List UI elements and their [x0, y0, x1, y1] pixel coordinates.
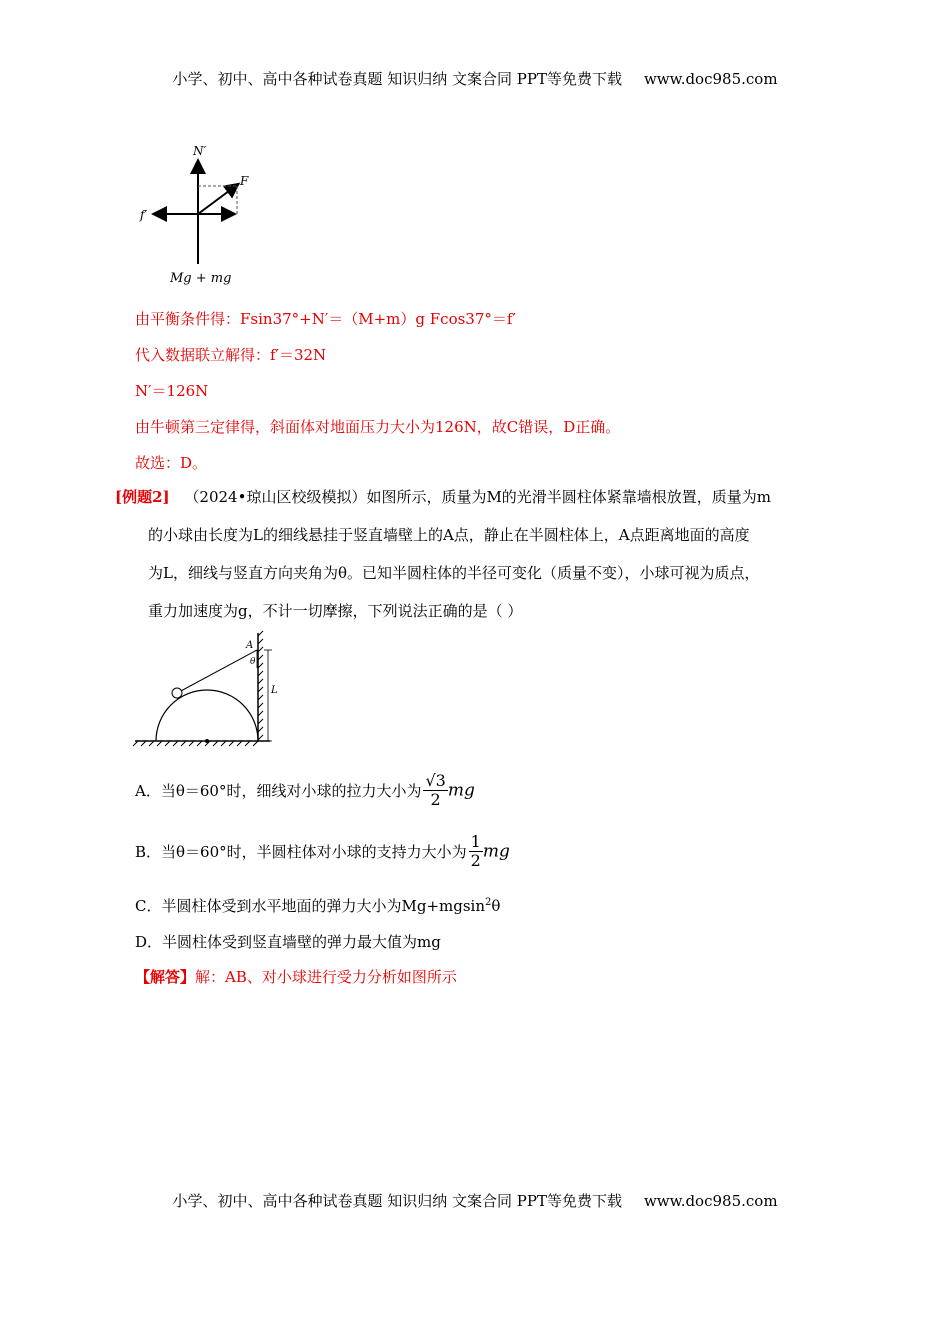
- label-mg: Mg + mg: [170, 271, 232, 286]
- option-a-fraction: [423, 772, 447, 809]
- answer-text: 解：AB、对小球进行受力分析如图所示: [195, 968, 457, 986]
- label-theta: θ: [250, 657, 256, 667]
- answer-line: [135, 966, 457, 987]
- option-b[interactable]: [135, 833, 510, 870]
- label-a: A: [246, 640, 254, 651]
- option-d[interactable]: [135, 931, 441, 952]
- option-a-tail: mg: [447, 780, 475, 801]
- footer-site: www.doc985.com: [643, 1192, 778, 1210]
- example-intro: （2024•琼山区校级模拟）如图所示，质量为M的光滑半圆柱体紧靠墙根放置，质量为m: [184, 488, 772, 506]
- semicylinder-figure: [130, 628, 290, 748]
- arrow-F: [198, 185, 237, 214]
- option-a[interactable]: [135, 772, 475, 809]
- answer-tag: 【解答】: [135, 968, 196, 986]
- option-c-sup: 2: [485, 897, 492, 908]
- example-first-line: [115, 486, 771, 507]
- example-tag: [例题2]: [115, 488, 170, 506]
- force-diagram: [135, 142, 275, 287]
- label-l: L: [271, 685, 278, 696]
- header-site: www.doc985.com: [643, 70, 778, 88]
- option-a-text: A．当θ＝60°时，细线对小球的拉力大小为: [135, 782, 422, 800]
- solution-line-5: 故选：D。: [135, 454, 208, 472]
- solution-line-4: 由牛顿第三定律得，斜面体对地面压力大小为126N，故C错误，D正确。: [135, 418, 621, 436]
- option-b-text: B．当θ＝60°时，半圆柱体对小球的支持力大小为: [135, 843, 467, 861]
- label-f: f′: [140, 208, 148, 222]
- option-b-tail: mg: [482, 841, 510, 862]
- label-F: F: [240, 174, 249, 188]
- option-a-den: 2: [430, 790, 441, 809]
- label-n: N′: [193, 144, 207, 158]
- example-line-4: 重力加速度为g，不计一切摩擦，下列说法正确的是（ ）: [148, 602, 523, 620]
- example-line-3: 为L，细线与竖直方向夹角为θ。已知半圆柱体的半径可变化（质量不变），小球可视为质点，: [148, 564, 760, 582]
- option-c-tail: θ: [491, 897, 501, 915]
- option-c[interactable]: [135, 895, 500, 916]
- example-line-2: 的小球由长度为L的细线悬挂于竖直墙壁上的A点，静止在半圆柱体上，A点距离地面的高度: [148, 526, 750, 544]
- solution-line-3: N′＝126N: [135, 382, 209, 400]
- option-b-num: 1: [470, 832, 481, 851]
- solution-line-1: 由平衡条件得：Fsin37°+N′＝（M+m）g Fcos37°＝f′: [135, 310, 516, 328]
- footer-text: 小学、初中、高中各种试卷真题 知识归纳 文案合同 PPT等免费下载: [172, 1192, 622, 1210]
- string: [179, 650, 257, 692]
- header-text: 小学、初中、高中各种试卷真题 知识归纳 文案合同 PPT等免费下载: [172, 70, 622, 88]
- option-a-num: √3: [425, 771, 446, 790]
- page-header: [0, 68, 950, 89]
- option-b-fraction: [469, 833, 483, 870]
- option-b-den: 2: [470, 851, 481, 870]
- solution-line-2: 代入数据联立解得：f′＝32N: [135, 346, 327, 364]
- option-d-text: D．半圆柱体受到竖直墙壁的弹力最大值为mg: [135, 933, 441, 951]
- page-footer: [0, 1190, 950, 1211]
- ball: [172, 688, 182, 698]
- semicylinder: [156, 690, 258, 741]
- option-c-text: C．半圆柱体受到水平地面的弹力大小为Mg+mgsin: [135, 897, 485, 915]
